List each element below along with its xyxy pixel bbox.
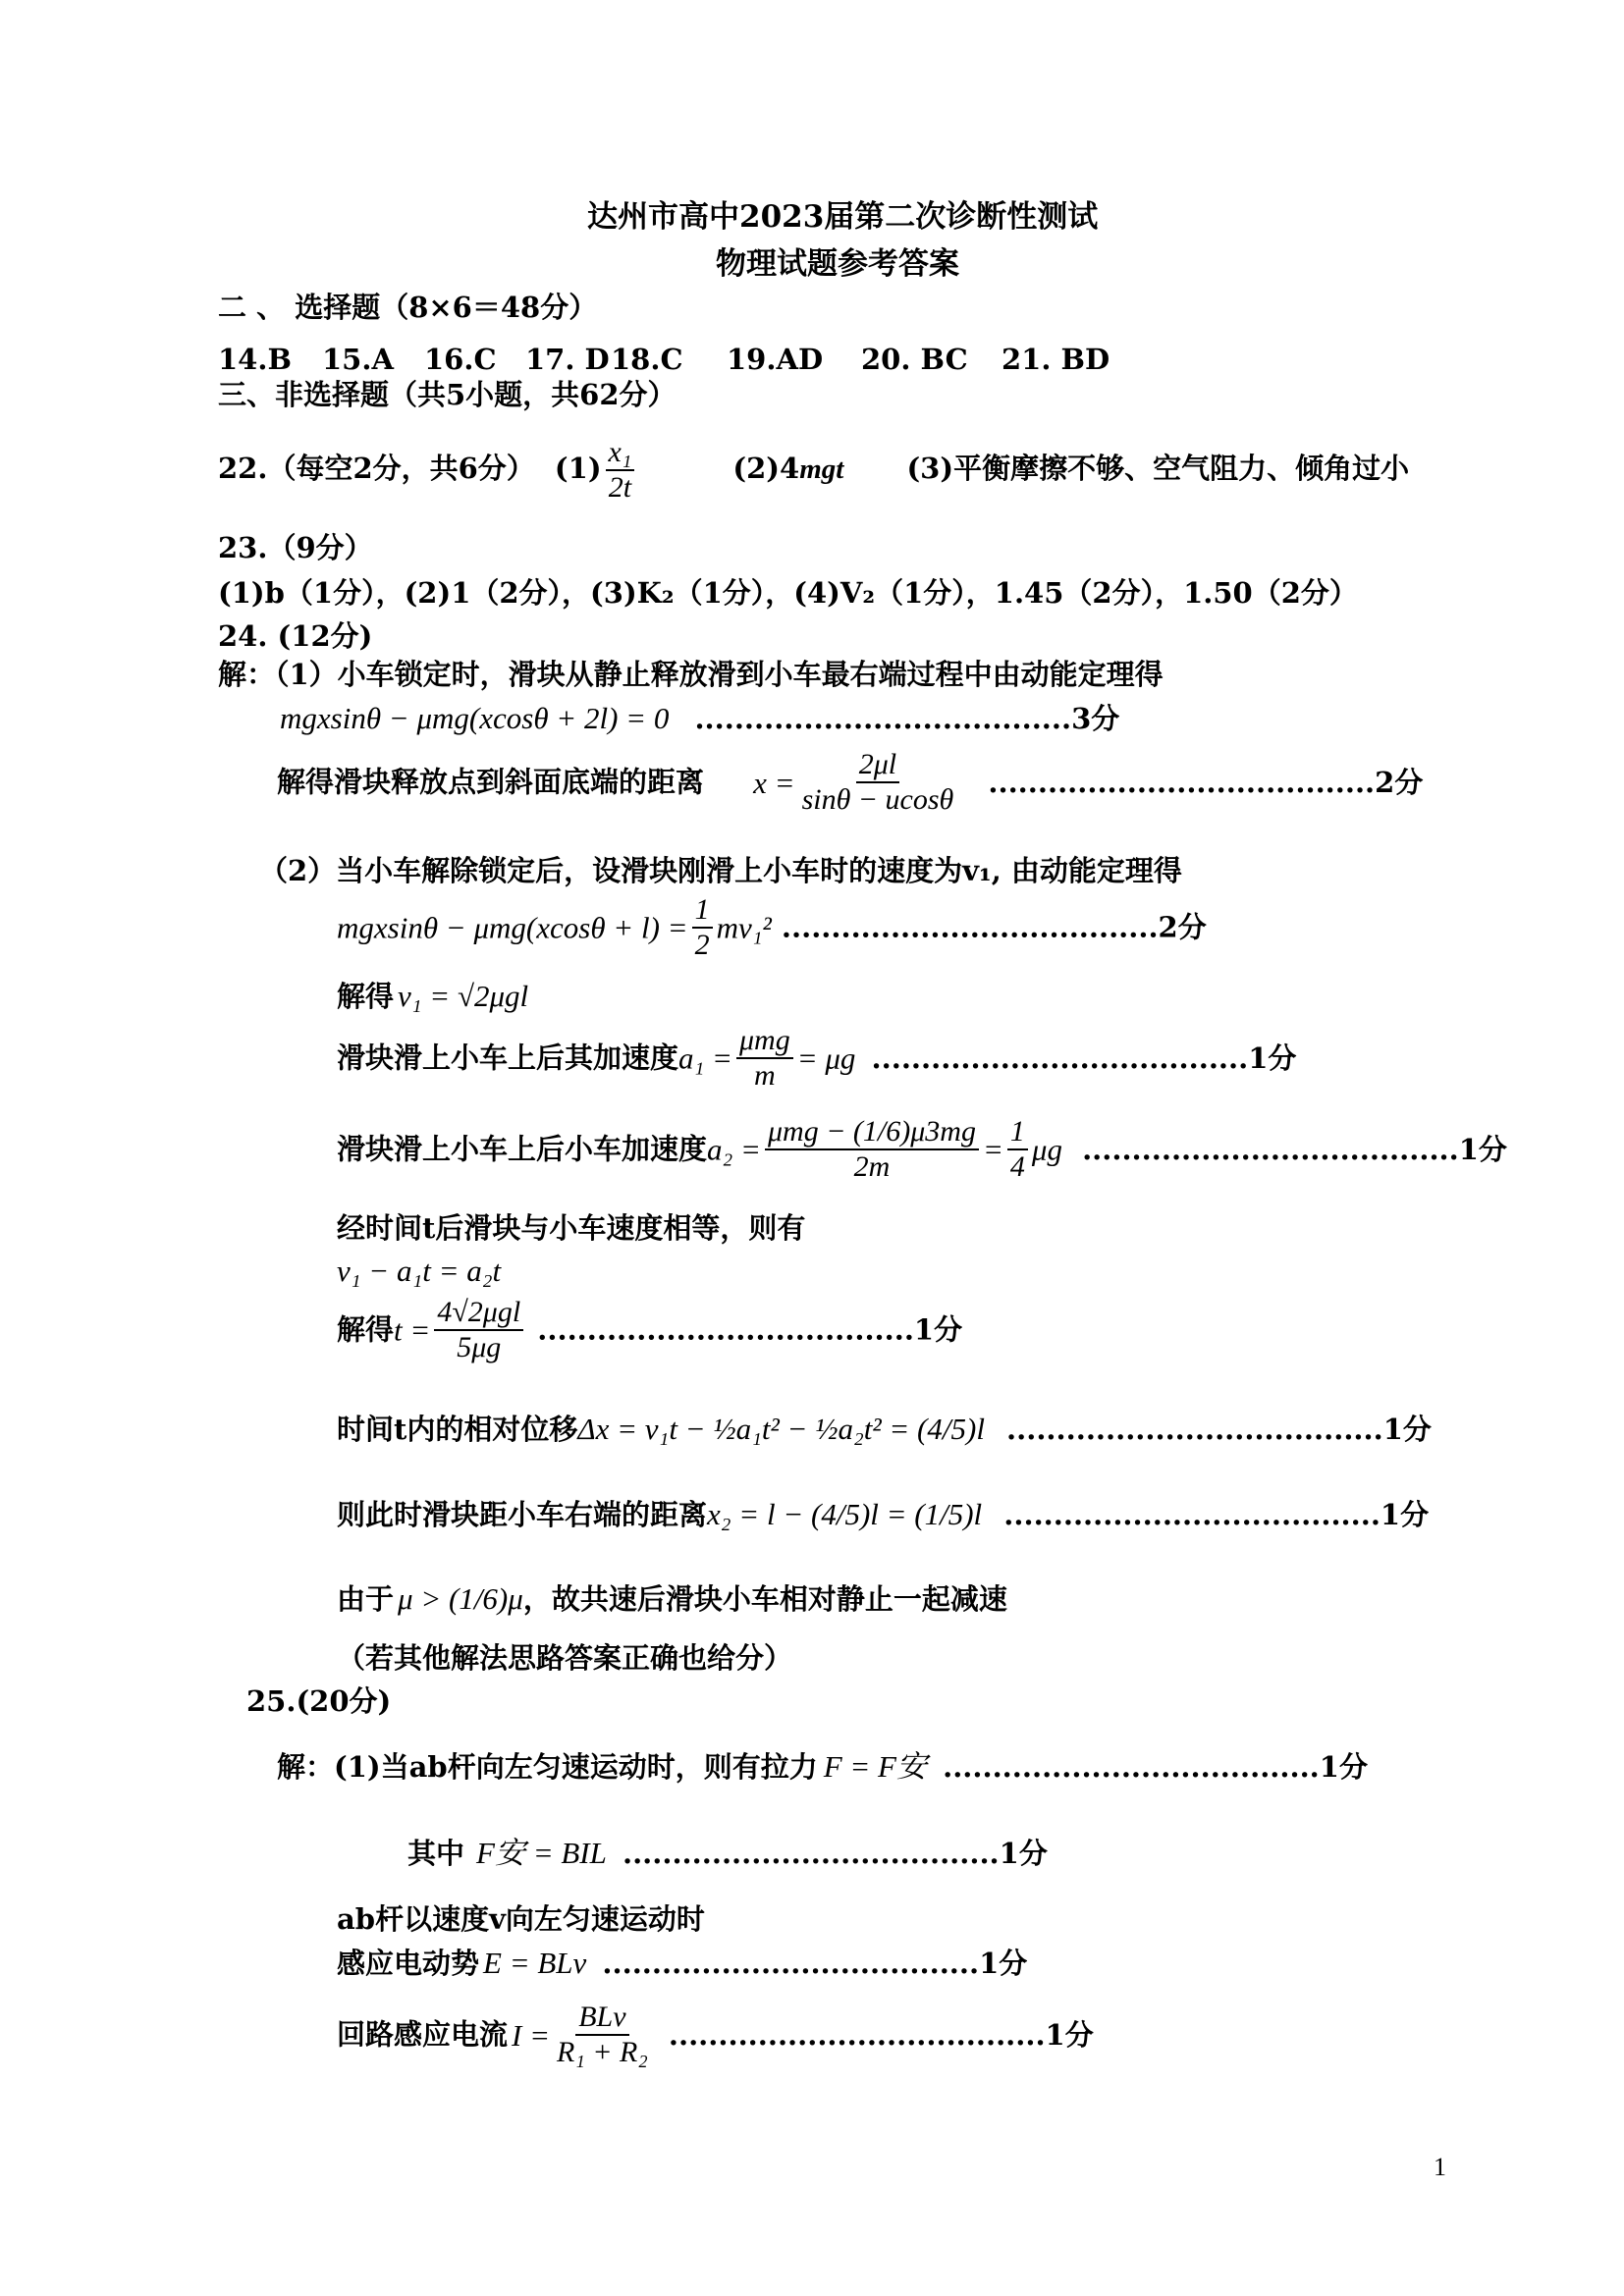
q25-eq5-num: BLv xyxy=(575,2002,628,2036)
q25-score4: ......................................1分 xyxy=(602,1947,1028,1980)
q24-eq1-row xyxy=(280,703,1119,733)
q24-score3: ......................................2分 xyxy=(781,910,1207,944)
q22-label: 22.（每空2分，共6分） xyxy=(218,452,535,485)
q24-eq6-row xyxy=(337,1117,1507,1182)
q24-eq5-num: μmg xyxy=(736,1026,793,1059)
q24-eq4: v₁ = √2μgl xyxy=(398,979,529,1013)
q24-line1: 解：（1）小车锁定时，滑块从静止释放滑到小车最右端过程中由动能定理得 xyxy=(218,658,1164,691)
q24-eq2-num: 2μl xyxy=(856,750,899,783)
q22-part1: (1) xyxy=(554,452,602,485)
q23-label: 23.（9分） xyxy=(218,531,373,564)
answer-20: 20. BC xyxy=(861,343,968,376)
q24-eq2-lhs: x = xyxy=(753,765,795,800)
q24-line8: 解得 xyxy=(337,1312,395,1347)
q22-frac-den: 2t xyxy=(608,471,632,504)
q24-eq7-text: v₁ − a₁t = a₂t xyxy=(337,1254,502,1288)
answer-14: 14.B xyxy=(218,343,292,376)
q24-line9: 时间t内的相对位移 xyxy=(337,1413,578,1446)
q24-eq5-tail: = μg xyxy=(796,1041,856,1076)
q24-score9: ......................................1分 xyxy=(1006,1413,1432,1446)
answer-21: 21. BD xyxy=(1001,343,1110,376)
q24-eq10: x₂ = l − (4/5)l = (1/5)l xyxy=(707,1497,983,1531)
q24-eq6-fden: 4 xyxy=(1009,1150,1025,1183)
q24-eq5-frac xyxy=(736,1026,793,1091)
q24-eq10-row xyxy=(337,1499,1429,1529)
q24-line2: 解得滑块释放点到斜面底端的距离 xyxy=(277,765,705,799)
q24-eq8-frac xyxy=(434,1298,523,1362)
q25-eq5-row xyxy=(337,2002,1094,2067)
q25-eq4-row xyxy=(337,1948,1027,1978)
q24-line3: （2）当小车解除锁定后，设滑块刚滑上小车时的速度为v₁, 由动能定理得 xyxy=(259,854,1182,887)
q24-eq6-lhs: a₂ = xyxy=(707,1132,761,1167)
q24-score8: ......................................1分 xyxy=(537,1312,963,1347)
page-number: 1 xyxy=(1434,2153,1446,2181)
q25-eq2-row xyxy=(407,1838,1048,1868)
q22-fraction xyxy=(606,438,635,503)
q22-part3: (3)平衡摩擦不够、空气阻力、倾角过小 xyxy=(906,452,1410,485)
q24-eq9: Δx = v₁t − ½a₁t² − ½a₂t² = (4/5)l xyxy=(577,1412,985,1446)
q24-line5: 滑块滑上小车上后其加速度 xyxy=(337,1041,679,1075)
q25-line5: 回路感应电流 xyxy=(337,2017,509,2052)
q24-eq6-tail: μg xyxy=(1031,1132,1062,1167)
q24-eq3-tail: mv₁² xyxy=(716,910,772,945)
q22-part2: (2)4 xyxy=(732,452,800,485)
answer-17: 17. D xyxy=(525,343,610,376)
q24-eq8-num: 4√2μgl xyxy=(434,1298,523,1331)
q25-line4: 感应电动势 xyxy=(337,1947,480,1980)
q24-eq2-den: sinθ − ucosθ xyxy=(801,783,954,816)
doc-title: 达州市高中2023届第二次诊断性测试 xyxy=(587,199,1099,235)
q24-eq6-frac xyxy=(765,1117,979,1182)
q24-eq2-row xyxy=(277,750,1423,815)
q24-eq6-fnum: 1 xyxy=(1007,1117,1028,1150)
q24-line11-tail: ，故共速后滑块小车相对静止一起减速 xyxy=(522,1582,1007,1616)
q24-line6: 滑块滑上小车上后小车加速度 xyxy=(337,1132,708,1166)
q25-eq1-row xyxy=(277,1751,1368,1782)
q24-eq5-row xyxy=(337,1026,1296,1091)
q24-eq3: mgxsinθ − μmg(xcosθ + l) = xyxy=(337,910,688,945)
q25-eq5-den: R₁ + R₂ xyxy=(557,2036,648,2068)
q25-score1: ......................................1分 xyxy=(943,1750,1368,1784)
q25-line3: ab杆以速度v向左匀速运动时 xyxy=(337,1902,705,1936)
q22-part2-var: mgt xyxy=(799,454,844,485)
q24-eq6-num: μmg − (1/6)μ3mg xyxy=(765,1117,979,1150)
q24-score1: ......................................3分 xyxy=(694,702,1120,735)
q23-answer: (1)b（1分），(2)1（2分），(3)K₂（1分），(4)V₂（1分），1.45（2分），1.50（2分） xyxy=(218,576,1358,610)
q25-eq4: E = BLv xyxy=(483,1946,587,1980)
q24-eq3-num: 1 xyxy=(692,895,713,929)
section2-heading: 二 、 选择题（8×6＝48分） xyxy=(218,291,598,324)
q25-label: 25.(20分) xyxy=(246,1684,392,1718)
section3-heading: 三、非选择题（共5小题，共62分） xyxy=(218,378,677,411)
q24-score10: ......................................1分 xyxy=(1003,1498,1430,1531)
q25-score5: ......................................1分 xyxy=(668,2017,1094,2052)
q25-eq5-lhs: I = xyxy=(512,2017,551,2053)
q25-eq5-frac xyxy=(554,2002,651,2067)
q24-eq8-row xyxy=(337,1298,962,1362)
q24-eq11: μ > (1/6)μ xyxy=(398,1581,523,1616)
q24-eq6-frac2 xyxy=(1007,1117,1028,1182)
q25-eq1: F = F安 xyxy=(823,1749,927,1784)
answer-16: 16.C xyxy=(424,343,497,376)
q24-eq7 xyxy=(337,1255,501,1286)
doc-subtitle: 物理试题参考答案 xyxy=(716,246,959,282)
q25-eq2: F安 = BIL xyxy=(476,1836,607,1870)
q24-line4: 解得 xyxy=(337,980,395,1013)
q24-eq5-lhs: a₁ = xyxy=(678,1041,732,1076)
q24-eq3-frac xyxy=(692,895,713,960)
q22-frac-num: x₁ xyxy=(606,438,635,471)
q24-eq3-den: 2 xyxy=(694,929,710,961)
q24-score6: ......................................1分 xyxy=(1082,1132,1507,1166)
q25-score2: ......................................1分 xyxy=(622,1837,1048,1870)
q24-eq11-row xyxy=(337,1583,1007,1614)
answer-15: 15.A xyxy=(322,343,394,376)
q24-score2: .......................................2分 xyxy=(988,765,1424,799)
q22-row xyxy=(218,438,1409,503)
answer-19: 19.AD xyxy=(727,343,824,376)
q25-line2: 其中 xyxy=(407,1837,465,1870)
answer-18: 18.C xyxy=(611,343,683,376)
q24-line7: 经时间t后滑块与小车速度相等，则有 xyxy=(337,1211,806,1245)
q24-line11: 由于 xyxy=(337,1582,395,1616)
q24-eq8-lhs: t = xyxy=(394,1312,431,1348)
q24-eq6-mid: = xyxy=(982,1132,1003,1167)
q24-label: 24. (12分) xyxy=(218,619,373,653)
q24-line10: 则此时滑块距小车右端的距离 xyxy=(337,1498,708,1531)
q24-eq2-frac xyxy=(799,750,957,815)
q24-eq8-den: 5μg xyxy=(457,1331,502,1363)
q24-eq4-row xyxy=(337,981,528,1011)
q24-eq9-row xyxy=(337,1414,1432,1444)
q24-eq1: mgxsinθ − μmg(xcosθ + 2l) = 0 xyxy=(280,701,670,735)
q25-line1: 解：(1)当ab杆向左匀速运动时，则有拉力 xyxy=(277,1750,818,1784)
q24-eq6-den: 2m xyxy=(853,1150,891,1183)
q24-note: （若其他解法思路答案正确也给分） xyxy=(337,1641,793,1675)
q24-eq5-den: m xyxy=(754,1059,776,1092)
q24-eq3-row xyxy=(337,895,1207,960)
q24-score5: ......................................1分 xyxy=(871,1041,1297,1075)
